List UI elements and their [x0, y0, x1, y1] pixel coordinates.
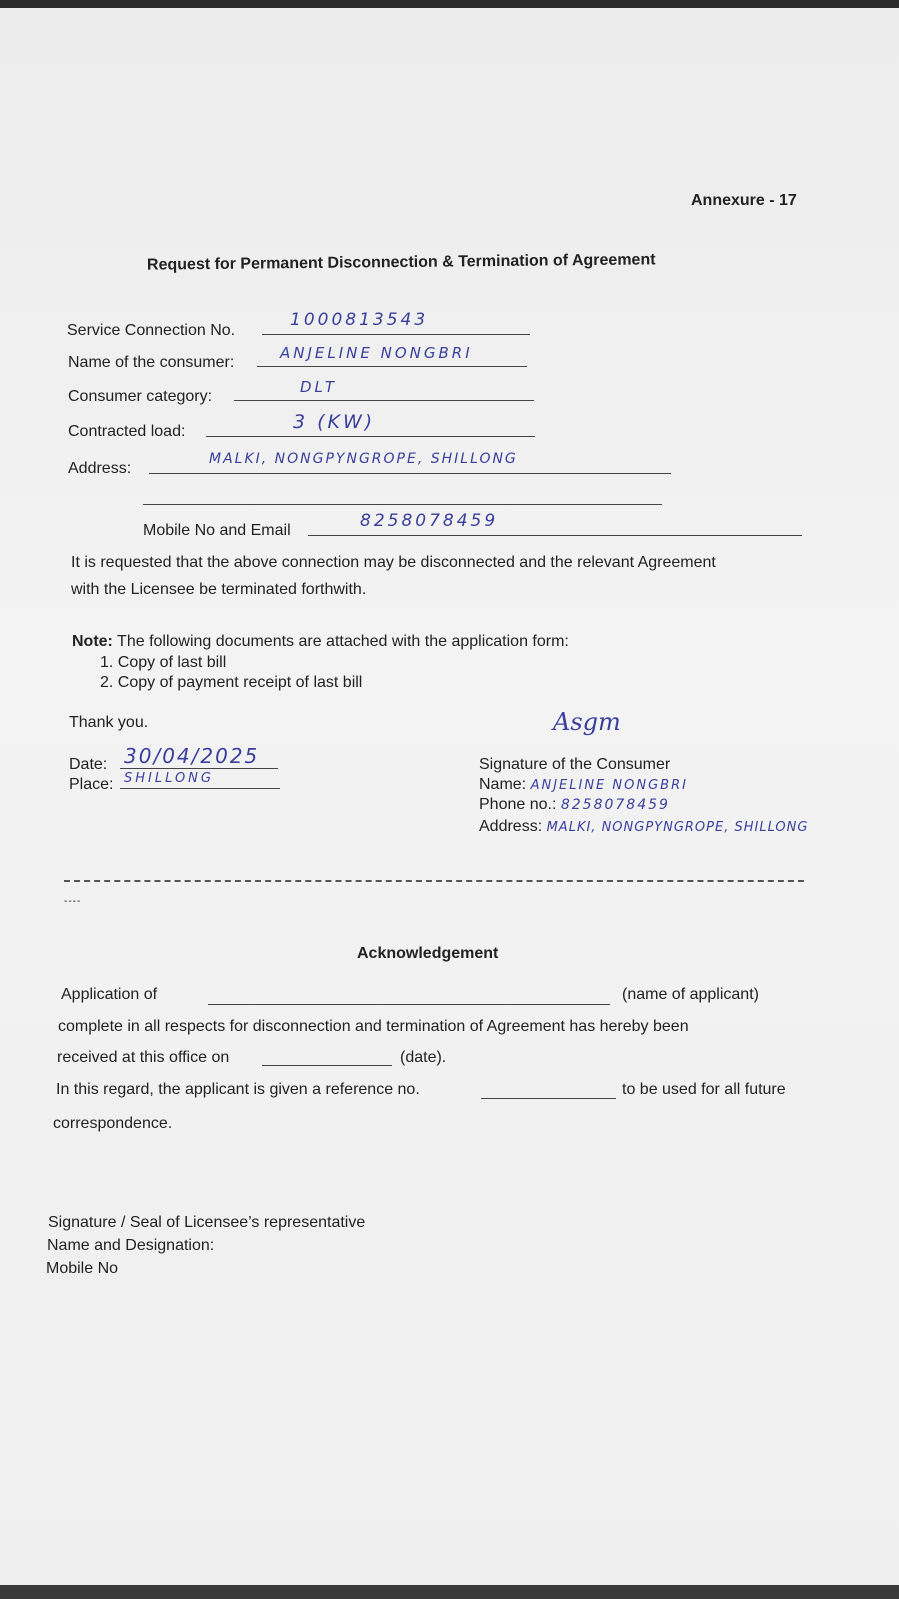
mobile-email-line — [308, 535, 802, 536]
service-connection-value: 1000813543 — [290, 310, 429, 330]
address-line — [149, 473, 671, 474]
consumer-phone-value: 8258078459 — [560, 797, 670, 813]
consumer-signature-label: Signature of the Consumer — [479, 756, 671, 773]
place-label: Place: — [69, 776, 114, 793]
note-item-1: 1. Copy of last bill — [100, 654, 227, 671]
mobile-email-value: 8258078459 — [360, 511, 499, 531]
dashed-divider-stub: ---- — [64, 896, 82, 907]
consumer-phone-row — [479, 796, 670, 814]
consumer-category-value: DLT — [300, 378, 338, 396]
consumer-name-line — [257, 366, 527, 367]
note-label: Note: — [72, 633, 113, 650]
date-line — [120, 768, 278, 769]
place-value: SHILLONG — [124, 771, 214, 786]
document-page — [0, 8, 899, 1599]
contracted-load-label: Contracted load: — [68, 423, 186, 440]
ack-date-suffix: (date). — [400, 1049, 447, 1066]
consumer-name-label: Name of the consumer: — [68, 354, 235, 371]
consumer-name-row-label: Name: — [479, 776, 527, 793]
address-line-2 — [143, 504, 662, 505]
service-connection-label: Service Connection No. — [67, 322, 236, 339]
consumer-address-value: MALKI, NONGPYNGROPE, SHILLONG — [546, 820, 809, 835]
consumer-name-row-value: ANJELINE NONGBRI — [530, 778, 688, 793]
ack-name-of-applicant: (name of applicant) — [622, 986, 759, 1003]
note-item-2: 2. Copy of payment receipt of last bill — [100, 674, 363, 691]
service-connection-line — [262, 334, 530, 335]
annexure-label: Annexure - 17 — [691, 192, 797, 209]
address-label: Address: — [68, 460, 132, 477]
consumer-category-line — [234, 400, 534, 401]
note — [72, 633, 569, 651]
place-line — [120, 788, 280, 789]
ack-regard: In this regard, the applicant is given a reference no. — [56, 1081, 420, 1098]
date-label: Date: — [69, 756, 108, 773]
consumer-category-label: Consumer category: — [68, 388, 213, 405]
consumer-address-label: Address: — [479, 818, 543, 835]
contracted-load-line — [206, 436, 535, 437]
consumer-signature: Asgm — [553, 708, 621, 736]
licensee-signature: Signature / Seal of Licensee’s representative — [48, 1214, 366, 1231]
date-value: 30/04/2025 — [124, 744, 260, 768]
consumer-name-value: ANJELINE NONGBRI — [280, 344, 473, 362]
background-edge — [0, 1585, 899, 1599]
ack-application-of: Application of — [61, 986, 158, 1003]
licensee-name: Name and Designation: — [47, 1237, 215, 1254]
acknowledgement-title: Acknowledgement — [357, 945, 499, 962]
ack-date-line — [262, 1065, 392, 1066]
form-title: Request for Permanent Disconnection & Termination of Agreement — [146, 251, 656, 274]
ack-received: received at this office on — [57, 1049, 230, 1066]
ack-line-2: complete in all respects for disconnection and termination of Agreement has hereby been — [58, 1018, 689, 1035]
thank-you: Thank you. — [69, 714, 149, 731]
consumer-address-row — [479, 818, 808, 836]
request-text-line-2: with the Licensee be terminated forthwith. — [71, 581, 367, 598]
licensee-mobile: Mobile No — [46, 1260, 119, 1277]
request-text-line-1: It is requested that the above connection may be disconnected and the relevant Agreement — [71, 554, 716, 571]
note-text: The following documents are attached with the application form: — [117, 633, 569, 650]
consumer-name-row — [479, 776, 688, 794]
consumer-phone-label: Phone no.: — [479, 796, 557, 813]
contracted-load-value: 3 (KW) — [293, 411, 376, 433]
address-value: MALKI, NONGPYNGROPE, SHILLONG — [209, 451, 518, 467]
ack-reference-line — [481, 1098, 616, 1099]
ack-future: to be used for all future — [622, 1081, 786, 1098]
ack-correspondence: correspondence. — [53, 1115, 173, 1132]
mobile-email-label: Mobile No and Email — [143, 522, 291, 539]
ack-applicant-line — [208, 1004, 610, 1005]
dashed-divider — [64, 880, 804, 882]
